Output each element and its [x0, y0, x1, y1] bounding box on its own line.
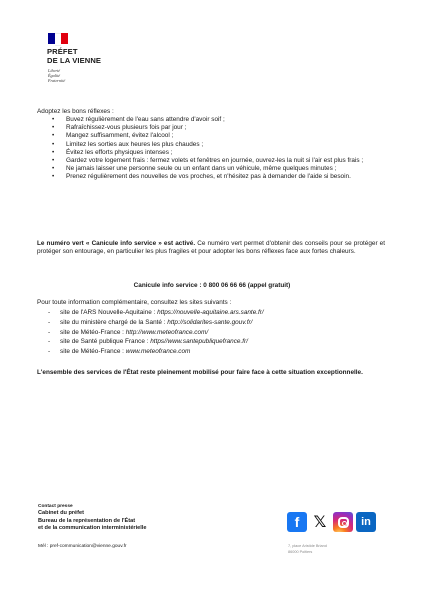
instagram-icon[interactable]: [333, 512, 353, 532]
site-link[interactable]: www.meteofrance.com: [125, 348, 191, 356]
contact-line-1: Cabinet du préfet: [38, 510, 84, 517]
social-links: [287, 512, 376, 532]
list-item: • Évitez les efforts physiques intenses ;: [52, 149, 384, 157]
numero-vert-heading: Le numéro vert « Canicule info service » est activé.: [37, 240, 196, 247]
list-item: [48, 318, 378, 328]
reflexes-intro: Adoptez les bons réflexes :: [37, 108, 114, 115]
site-label: site de Météo-France :: [60, 328, 126, 336]
list-item: [48, 337, 378, 347]
list-item: • Prenez régulièrement des nouvelles de vos proches, et n'hésitez pas à demander de l'aide si besoin.: [52, 173, 384, 181]
reflexes-list: [52, 116, 384, 182]
prefecture-name: [47, 47, 101, 65]
site-label: site de l'ARS Nouvelle-Aquitaine :: [60, 309, 158, 316]
site-link[interactable]: https://nouvelle-aquitaine.ars.sante.fr/: [157, 309, 264, 316]
motto-egalite: Égalité: [48, 73, 61, 78]
list-item: • Gardez votre logement frais : fermez volets et fenêtres en journée, ouvrez-les la nuit si l'air est plus frais ;: [52, 157, 384, 165]
site-link[interactable]: https//www.santepubliquefrance.fr/: [150, 338, 248, 346]
postal-address: [288, 544, 327, 556]
list-item: • Ne jamais laisser une personne seule ou un enfant dans un véhicule, même quelques minutes ;: [52, 165, 384, 173]
numero-vert-paragraph: [37, 240, 385, 256]
numero-vert-body: Ce numéro vert permet d'obtenir des conseils pour se protéger et protéger son entourage, en particulier les plus fragiles et pour adopter les bons réflexes face aux fortes chaleurs.: [37, 240, 385, 256]
address-line-2: 86000 Poitiers: [288, 549, 313, 554]
republic-motto: [48, 68, 65, 83]
motto-liberte: Liberté: [48, 68, 61, 73]
sites-intro: Pour toute information complémentaire, consultez les sites suivants :: [37, 299, 232, 306]
address-line-1: 7, place Aristide Briand: [288, 544, 327, 548]
contact-line-2: Bureau de la représentation de l'État: [38, 517, 136, 524]
list-item: • Buvez régulièrement de l'eau sans attendre d'avoir soif ;: [52, 116, 384, 124]
site-link[interactable]: http://www.meteofrance.com/: [125, 328, 209, 336]
x-twitter-icon[interactable]: 𝕏: [310, 512, 330, 532]
facebook-icon[interactable]: f: [287, 512, 307, 532]
site-label: site du ministère chargé de la Santé :: [60, 318, 168, 326]
prefecture-line-2: DE LA VIENNE: [47, 56, 102, 65]
site-label: site de Santé publique France :: [60, 338, 151, 346]
phone-line: Canicule info service : 0 800 06 66 66 (appel gratuit): [133, 282, 291, 289]
sites-list: [48, 308, 378, 357]
contact-email[interactable]: Mél : pref-communication@vienne.gouv.fr: [38, 544, 127, 549]
press-contact: [38, 504, 147, 533]
mobilisation-statement: L'ensemble des services de l'État reste pleinement mobilisé pour faire face à cette situation exceptionnelle.: [37, 369, 363, 376]
marianne-flag-logo: [48, 33, 68, 44]
contact-label: Contact presse: [38, 504, 73, 509]
list-item: • Mangez suffisamment, évitez l'alcool ;: [52, 132, 384, 140]
list-item: • Rafraîchissez-vous plusieurs fois par jour ;: [52, 124, 384, 132]
motto-fraternite: Fraternité: [48, 78, 66, 83]
list-item: [48, 347, 378, 357]
site-link[interactable]: http://solidarites-sante.gouv.fr/: [167, 318, 253, 326]
prefecture-line-1: PRÉFET: [47, 47, 78, 56]
contact-line-3: et de la communication interministérielle: [38, 525, 147, 532]
site-label: site de Météo-France :: [60, 348, 126, 356]
list-item: [48, 308, 378, 318]
list-item: [48, 328, 378, 338]
linkedin-icon[interactable]: in: [356, 512, 376, 532]
list-item: • Limitez les sorties aux heures les plus chaudes ;: [52, 141, 384, 149]
